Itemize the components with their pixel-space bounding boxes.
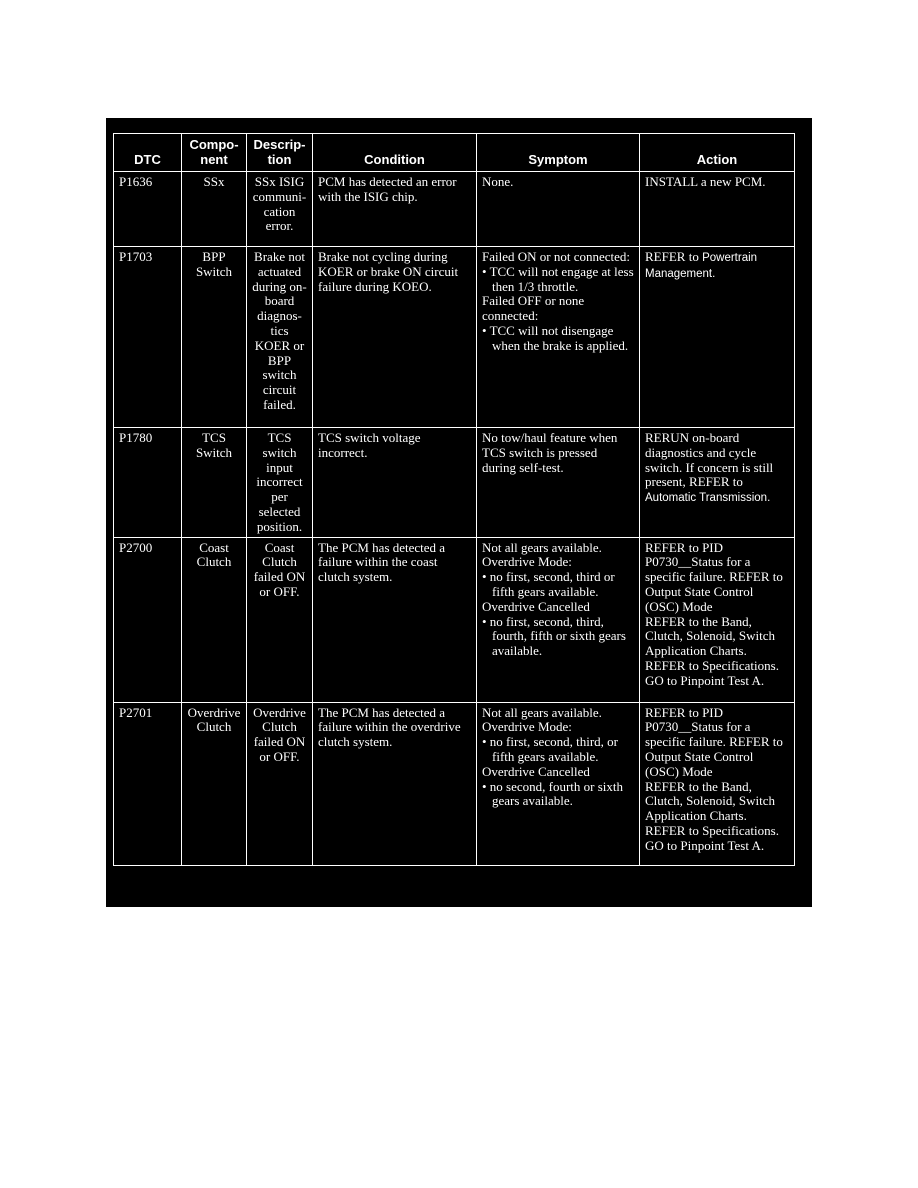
symptom-bullet: • no first, second, third or fifth gears available. [482,569,615,599]
dtc-code: P1636 [114,172,182,247]
header-condition: Condition [313,134,477,172]
dtc-code: P1703 [114,247,182,428]
table-row [114,247,795,428]
action-cell: INSTALL a new PCM. [640,172,795,247]
symptom-bullet: • no first, second, third, fourth, fifth or sixth gears available. [482,613,626,659]
table-row [114,537,795,702]
symptom-cell: Failed ON or not connected: • TCC will not engage at less then 1/3 throttle. Failed OFF or none connected: • TCC will not disengage when the brake is applied. [477,247,640,428]
dtc-table [113,133,795,866]
dtc-table-panel [106,118,812,907]
dtc-code: P1780 [114,428,182,538]
symptom-bullet: • no first, second, third, or fifth gears available. [482,734,618,764]
link-powertrain-management[interactable]: Powertrain Management. [645,252,758,280]
header-description: Descrip- tion [247,134,313,172]
action-cell: REFER to Powertrain Management. [640,247,795,428]
symptom-cell: Not all gears available. Overdrive Mode: • no first, second, third or fifth gears available. Overdrive Cancelled • no first, second, third, fourth, fifth or sixth gears available. [477,537,640,702]
action-cell: REFER to PID P0730__Status for a specific failure. REFER to Output State Control (OSC) Mode REFER to the Band, Clutch, Solenoid, Switch Application Charts. REFER to Specifications. GO to Pinpoint Test A. [640,537,795,702]
symptom-bullet: • no second, fourth or sixth gears available. [482,778,624,809]
table-row [114,428,795,538]
component-cell: TCS Switch [182,428,247,538]
symptom-cell: Not all gears available. Overdrive Mode: • no first, second, third, or fifth gears available. Overdrive Cancelled • no second, fourth or sixth gears available. [477,702,640,865]
symptom-bullet: • TCC will not engage at less then 1/3 throttle. [482,263,634,294]
description-cell: Brake not actuated during on-board diagnos-tics KOER or BPP switch circuit failed. [247,247,313,428]
action-cell: RERUN on-board diagnostics and cycle switch. If concern is still present, REFER to Automatic Transmission. [640,428,795,538]
table-row [114,172,795,247]
description-cell: Coast Clutch failed ON or OFF. [247,537,313,702]
header-action: Action [640,134,795,172]
description-cell: SSx ISIG communi-cation error. [247,172,313,247]
header-component: Compo- nent [182,134,247,172]
component-cell: SSx [182,172,247,247]
description-cell: Overdrive Clutch failed ON or OFF. [247,702,313,865]
symptom-cell: None. [477,172,640,247]
action-cell: REFER to PID P0730__Status for a specific failure. REFER to Output State Control (OSC) Mode REFER to the Band, Clutch, Solenoid, Switch Application Charts. REFER to Specifications. GO to Pinpoint Test A. [640,702,795,865]
header-dtc: DTC [114,134,182,172]
component-cell: Overdrive Clutch [182,702,247,865]
description-cell: TCS switch input incorrect per selected position. [247,428,313,538]
symptom-cell: No tow/haul feature when TCS switch is pressed during self-test. [477,428,640,538]
condition-cell: Brake not cycling during KOER or brake ON circuit failure during KOEO. [313,247,477,428]
component-cell: Coast Clutch [182,537,247,702]
condition-cell: TCS switch voltage incorrect. [313,428,477,538]
condition-cell: The PCM has detected a failure within the overdrive clutch system. [313,702,477,865]
dtc-code: P2700 [114,537,182,702]
symptom-bullet: • TCC will not disengage when the brake is applied. [482,322,629,353]
dtc-code: P2701 [114,702,182,865]
link-automatic-transmission[interactable]: Automatic Transmission. [645,492,771,505]
component-cell: BPP Switch [182,247,247,428]
header-symptom: Symptom [477,134,640,172]
header-row [114,134,795,172]
condition-cell: The PCM has detected a failure within the coast clutch system. [313,537,477,702]
condition-cell: PCM has detected an error with the ISIG chip. [313,172,477,247]
table-row [114,702,795,865]
